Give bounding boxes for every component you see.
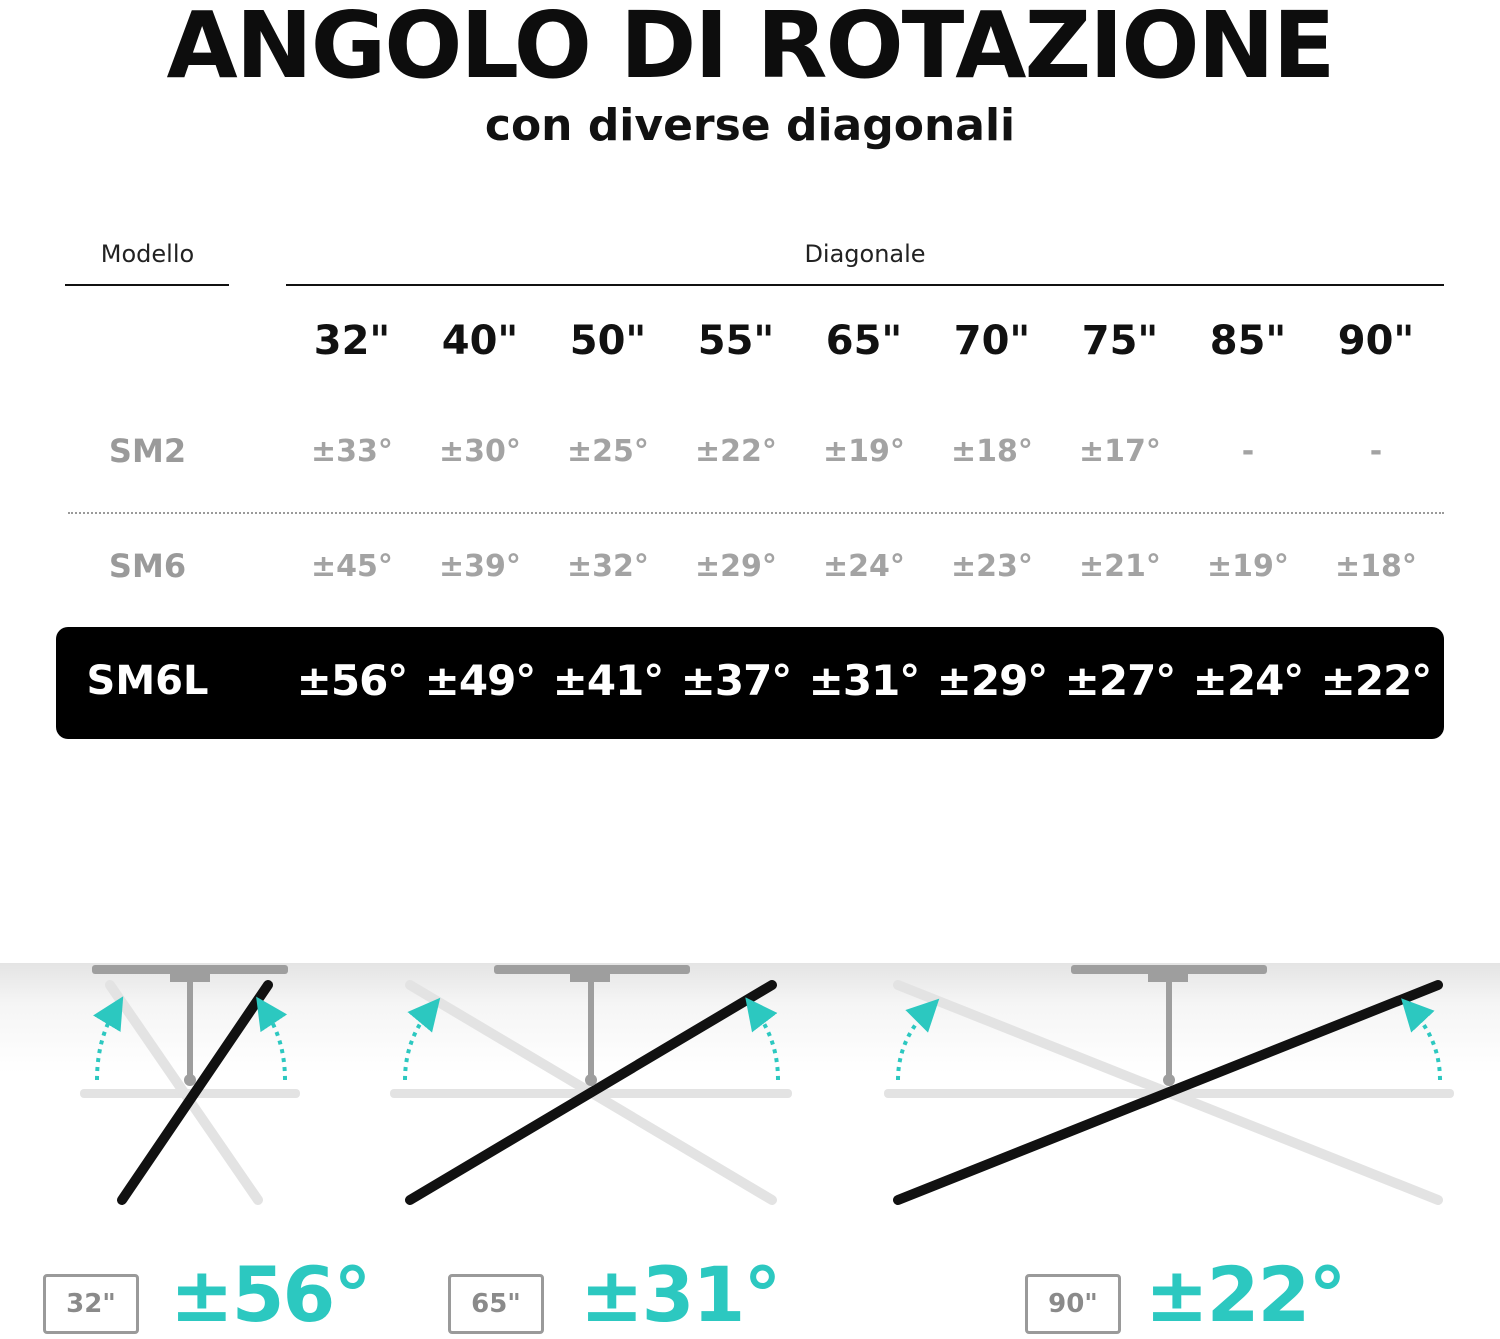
diagonal-col-50: 50" — [569, 318, 647, 364]
angle-label-65: ±31° — [580, 1250, 780, 1339]
size-badge-90: 90" — [1025, 1274, 1121, 1334]
page-subtitle: con diverse diagonali — [484, 100, 1016, 151]
table-cell: ±24° — [823, 549, 905, 584]
table-cell: ±22° — [695, 434, 777, 469]
diagonal-col-55: 55" — [697, 318, 775, 364]
angle-label-90: ±22° — [1145, 1250, 1345, 1339]
rotation-arrow-right — [265, 1010, 285, 1080]
table-cell: ±23° — [951, 549, 1033, 584]
row-label-sm6: SM6 — [108, 547, 187, 585]
table-cell: ±29° — [695, 549, 777, 584]
diagonal-header: Diagonale — [804, 240, 926, 268]
table-cell: ±19° — [823, 434, 905, 469]
diagonal-col-32: 32" — [313, 318, 391, 364]
table-cell: - — [1369, 434, 1383, 469]
diagonal-header-rule — [286, 284, 1444, 286]
table-cell: ±45° — [311, 549, 393, 584]
table-cell: ±33° — [311, 434, 393, 469]
table-cell: ±21° — [1079, 549, 1161, 584]
highlight-cell: ±29° — [936, 656, 1048, 705]
row-label-sm2: SM2 — [108, 432, 187, 470]
highlight-cell: ±41° — [552, 656, 664, 705]
pivot — [1163, 1074, 1175, 1086]
rotation-arrow-right — [755, 1010, 778, 1080]
table-cell: ±30° — [439, 434, 521, 469]
highlight-cell: ±24° — [1192, 656, 1304, 705]
rotation-arrow-left — [405, 1010, 430, 1080]
mount-pole — [187, 980, 193, 1080]
table-cell: ±32° — [567, 549, 649, 584]
rotation-arrow-right — [1412, 1010, 1440, 1080]
diagonal-col-75: 75" — [1081, 318, 1159, 364]
highlight-cell: ±22° — [1320, 656, 1432, 705]
diagonal-col-85: 85" — [1209, 318, 1287, 364]
highlight-cell: ±31° — [808, 656, 920, 705]
table-cell: - — [1241, 434, 1255, 469]
mount-pole — [1166, 980, 1172, 1080]
row-divider — [68, 512, 1444, 514]
highlight-cell: ±27° — [1064, 656, 1176, 705]
table-cell: ±25° — [567, 434, 649, 469]
mount-illustration-90 — [884, 965, 1454, 1200]
diagonal-col-70: 70" — [953, 318, 1031, 364]
model-header: Modello — [100, 240, 195, 268]
highlight-cell: ±37° — [680, 656, 792, 705]
rotation-illustrations — [0, 955, 1500, 1225]
table-cell: ±17° — [1079, 434, 1161, 469]
rotation-arrow-left — [898, 1010, 928, 1080]
size-badge-32: 32" — [43, 1274, 139, 1334]
pivot — [184, 1074, 196, 1086]
table-cell: ±39° — [439, 549, 521, 584]
highlight-cell: ±56° — [296, 656, 408, 705]
model-header-rule — [65, 284, 229, 286]
mount-pole — [588, 980, 594, 1080]
angle-label-32: ±56° — [170, 1250, 370, 1339]
diagonal-col-65: 65" — [825, 318, 903, 364]
row-label-sm6l: SM6L — [86, 658, 209, 704]
pivot — [585, 1074, 597, 1086]
rotation-arrow-left — [97, 1010, 115, 1080]
table-cell: ±18° — [951, 434, 1033, 469]
table-cell: ±18° — [1335, 549, 1417, 584]
diagonal-col-40: 40" — [441, 318, 519, 364]
page-title: ANGOLO DI ROTAZIONE — [166, 0, 1334, 99]
diagonal-col-90: 90" — [1337, 318, 1415, 364]
table-cell: ±19° — [1207, 549, 1289, 584]
size-badge-65: 65" — [448, 1274, 544, 1334]
mount-illustration-65 — [390, 965, 792, 1200]
highlight-cell: ±49° — [424, 656, 536, 705]
mount-illustration-32 — [80, 965, 300, 1200]
